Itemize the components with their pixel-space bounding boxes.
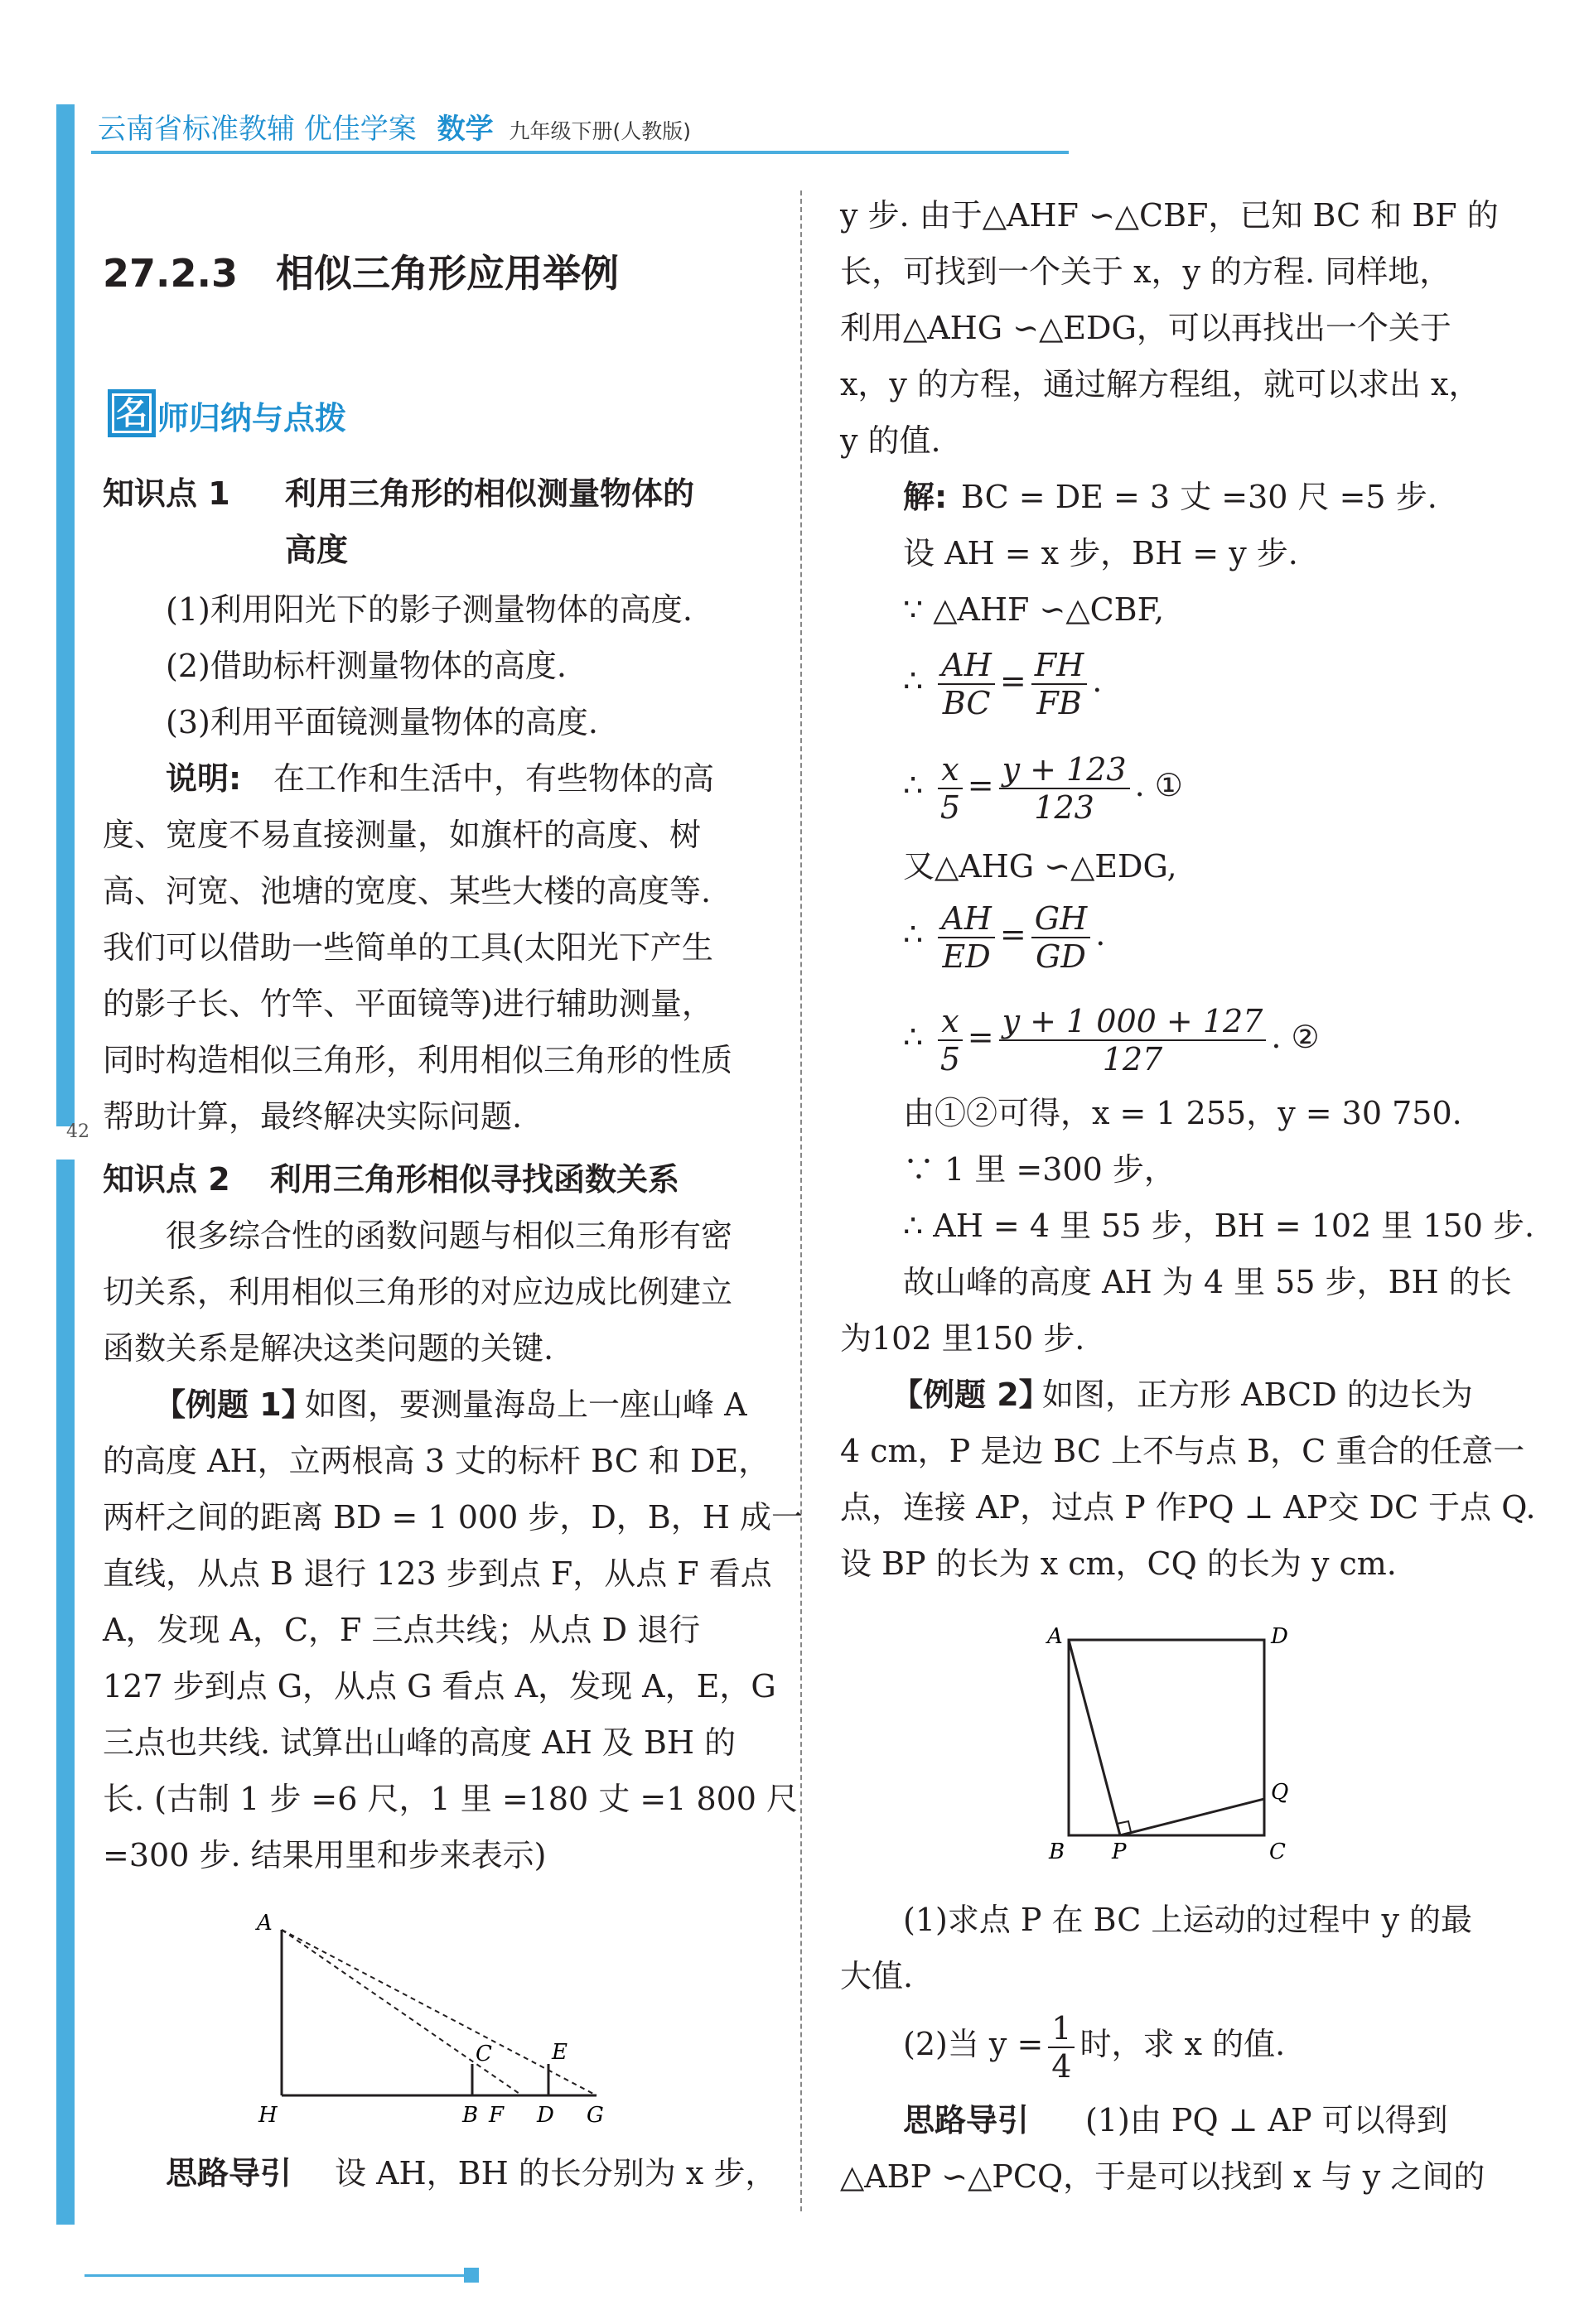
solution-line: 设 AH = x 步，BH = y 步. bbox=[903, 535, 1298, 571]
label-A: A bbox=[1047, 1624, 1063, 1649]
note-line: 度、宽度不易直接测量，如旗杆的高度、树 bbox=[103, 817, 702, 853]
label-G: G bbox=[587, 2103, 604, 2128]
frac-num: x bbox=[938, 1003, 962, 1041]
label-D: D bbox=[1271, 1624, 1288, 1649]
frac-end: . ① bbox=[1134, 767, 1183, 803]
solution-line: ∴ AH = 4 里 55 步，BH = 102 里 150 步. bbox=[903, 1208, 1535, 1244]
ex1-line: =300 步. 结果用里和步来表示) bbox=[103, 1837, 547, 1873]
ex2-line: 4 cm，P 是边 BC 上不与点 B，C 重合的任意一 bbox=[840, 1433, 1525, 1469]
solution-line: ∵ 1 里 =300 步， bbox=[903, 1151, 1176, 1188]
frac-den: 5 bbox=[939, 1040, 961, 1078]
header-rule bbox=[91, 151, 1069, 154]
frac-den: FB bbox=[1036, 684, 1082, 721]
kp2-line: 切关系，利用相似三角形的对应边成比例建立 bbox=[103, 1274, 733, 1310]
frac-den: GD bbox=[1036, 938, 1086, 975]
ex1-line: 127 步到点 G，从点 G 看点 A，发现 A，E，G bbox=[103, 1668, 776, 1704]
kp1-title-1: 利用三角形的相似测量物体的 bbox=[285, 475, 695, 512]
figure-1-diagram bbox=[240, 1905, 621, 2137]
ex1-label: 【例题 1】 bbox=[154, 1386, 313, 1423]
frac-den: 5 bbox=[939, 788, 961, 826]
hint2-line: (1)由 PQ ⊥ AP 可以得到 bbox=[1085, 2102, 1448, 2138]
frac-end: . bbox=[1092, 663, 1103, 699]
frac-den: ED bbox=[942, 938, 991, 975]
frac-num: GH bbox=[1031, 900, 1091, 938]
frac-num: FH bbox=[1031, 647, 1088, 685]
label-C: C bbox=[476, 2042, 492, 2066]
header bbox=[98, 106, 691, 147]
frac-end: . ② bbox=[1271, 1019, 1320, 1055]
solution-line: 故山峰的高度 AH 为 4 里 55 步，BH 的长 bbox=[903, 1264, 1512, 1300]
ex1-line: 的高度 AH，立两根高 3 丈的标杆 BC 和 DE， bbox=[103, 1443, 770, 1479]
hint2-line: △ABP ∽△PCQ，于是可以找到 x 与 y 之间的 bbox=[840, 2158, 1485, 2195]
note-line: 在工作和生活中，有些物体的高 bbox=[273, 760, 715, 797]
label-Q: Q bbox=[1271, 1780, 1289, 1805]
cont-line: 利用△AHG ∽△EDG，可以再找出一个关于 bbox=[840, 310, 1451, 346]
fraction-eq-4: ∴ $\frac{x}{5}$ = $\frac{y + 1 000 + 127}{127}$ . ② bbox=[903, 1002, 1320, 1078]
note-line: 高、河宽、池塘的宽度、某些大楼的高度等. bbox=[103, 873, 712, 909]
ex1-line: 长. (古制 1 步 =6 尺，1 里 =180 丈 =1 800 尺 bbox=[103, 1781, 799, 1817]
label-F: F bbox=[489, 2103, 505, 2128]
ex1-line: A，发现 A，C，F 三点共线；从点 D 退行 bbox=[103, 1612, 701, 1648]
therefore-symbol: ∴ bbox=[903, 916, 924, 952]
frac-num: x bbox=[938, 751, 962, 789]
hint-label: 思路导引 bbox=[166, 2155, 292, 2191]
cont-line: x，y 的方程，通过解方程组，就可以求出 x， bbox=[840, 366, 1480, 403]
frac-num: y + 1 000 + 127 bbox=[999, 1003, 1267, 1041]
question-line: 大值. bbox=[840, 1958, 914, 1994]
solution-line: 由①②可得，x = 1 255，y = 30 750. bbox=[903, 1095, 1462, 1131]
cont-line: y 的值. bbox=[840, 422, 941, 459]
left-margin-bar bbox=[56, 104, 75, 2225]
ex1-line: 直线，从点 B 退行 123 步到点 F，从点 F 看点 bbox=[103, 1555, 772, 1592]
ex1-line: 三点也共线. 试算出山峰的高度 AH 及 BH 的 bbox=[103, 1724, 737, 1761]
cont-line: y 步. 由于△AHF ∽△CBF，已知 BC 和 BF 的 bbox=[840, 197, 1499, 234]
badge-icon: 名 bbox=[108, 389, 156, 437]
ex1-line: 如图，要测量海岛上一座山峰 A bbox=[305, 1386, 747, 1423]
footer-rule bbox=[85, 2274, 466, 2277]
ex1-line: 两杆之间的距离 BD = 1 000 步，D，B，H 成一 bbox=[103, 1499, 803, 1536]
label-A: A bbox=[257, 1911, 273, 1936]
ex2-line: 点，连接 AP，过点 P 作PQ ⊥ AP交 DC 于点 Q. bbox=[840, 1489, 1536, 1526]
label-B: B bbox=[1049, 1839, 1065, 1864]
kp2-title: 利用三角形相似寻找函数关系 bbox=[270, 1161, 680, 1198]
ex2-line: 设 BP 的长为 x cm，CQ 的长为 y cm. bbox=[840, 1545, 1397, 1582]
therefore-symbol: ∴ bbox=[903, 767, 924, 803]
kp1-item: (2)借助标杆测量物体的高度. bbox=[166, 648, 567, 684]
header-title: 云南省标准教辅 优佳学案 bbox=[98, 113, 417, 146]
frac-den: BC bbox=[942, 684, 991, 721]
left-margin-gap bbox=[80, 104, 85, 2225]
solution-label: 解: bbox=[903, 479, 948, 515]
label-P: P bbox=[1112, 1839, 1127, 1864]
frac-num: AH bbox=[938, 647, 995, 685]
fraction-eq-1: ∴ $\frac{AH}{BC}$ = $\frac{FH}{FB}$ . bbox=[903, 646, 1103, 721]
line-AF bbox=[282, 1930, 522, 2095]
column-divider bbox=[800, 190, 802, 2211]
hint2-label: 思路导引 bbox=[903, 2102, 1030, 2138]
therefore-symbol: ∴ bbox=[903, 1019, 924, 1055]
hint-text: 设 AH，BH 的长分别为 x 步， bbox=[335, 2155, 777, 2191]
note-line: 的影子长、竹竿、平面镜等)进行辅助测量， bbox=[103, 986, 713, 1022]
kp2-line: 函数关系是解决这类问题的关键. bbox=[103, 1330, 554, 1367]
note-label: 说明: bbox=[166, 760, 242, 797]
segment-AP bbox=[1069, 1640, 1120, 1835]
fraction-eq-3: ∴ $\frac{AH}{ED}$ = $\frac{GH}{GD}$ . bbox=[903, 899, 1106, 975]
q2-prefix: (2)当 y = bbox=[903, 2026, 1044, 2062]
frac-den: 123 bbox=[1034, 788, 1094, 826]
q2-suffix: 时，求 x 的值. bbox=[1079, 2026, 1286, 2062]
figure-2-diagram bbox=[1036, 1615, 1317, 1864]
label-E: E bbox=[552, 2040, 568, 2065]
label-C: C bbox=[1269, 1839, 1286, 1864]
header-grade: 九年级下册(人教版) bbox=[509, 119, 691, 143]
page-number: 42 bbox=[66, 1121, 89, 1142]
frac-den: 127 bbox=[1102, 1040, 1163, 1078]
solution-line: 为102 里150 步. bbox=[840, 1320, 1085, 1357]
note-line: 同时构造相似三角形，利用相似三角形的性质 bbox=[103, 1042, 733, 1078]
therefore-symbol: ∴ bbox=[903, 663, 924, 699]
fraction-eq-2: ∴ $\frac{x}{5}$ = $\frac{y + 123}{123}$ . ① bbox=[903, 750, 1183, 826]
kp1-title-2: 高度 bbox=[285, 532, 349, 568]
frac-den: 4 bbox=[1051, 2047, 1072, 2085]
frac-num: AH bbox=[938, 900, 995, 938]
solution-line: BC = DE = 3 丈 =30 尺 =5 步. bbox=[961, 479, 1437, 515]
kp2-label: 知识点 2 bbox=[103, 1161, 230, 1198]
question-line: (1)求点 P 在 BC 上运动的过程中 y 的最 bbox=[903, 1902, 1473, 1938]
solution-line: 又△AHG ∽△EDG, bbox=[903, 848, 1177, 885]
badge-title: 师归纳与点拨 bbox=[157, 400, 347, 436]
kp1-item: (1)利用阳光下的影子测量物体的高度. bbox=[166, 591, 693, 628]
frac-end: . bbox=[1095, 916, 1106, 952]
label-B: B bbox=[462, 2103, 479, 2128]
ex2-line: 如图，正方形 ABCD 的边长为 bbox=[1042, 1377, 1473, 1413]
frac-num: y + 123 bbox=[999, 751, 1130, 789]
note-line: 帮助计算，最终解决实际问题. bbox=[103, 1098, 523, 1135]
header-subject: 数学 bbox=[437, 113, 494, 146]
section-title: 27.2.3 相似三角形应用举例 bbox=[103, 251, 619, 296]
frac-num: 1 bbox=[1048, 2010, 1075, 2048]
ex2-label: 【例题 2】 bbox=[891, 1377, 1050, 1413]
label-H: H bbox=[258, 2103, 278, 2128]
cont-line: 长，可找到一个关于 x，y 的方程. 同样地， bbox=[840, 253, 1451, 290]
kp2-line: 很多综合性的函数问题与相似三角形有密 bbox=[166, 1217, 733, 1254]
note-line: 我们可以借助一些简单的工具(太阳光下产生 bbox=[103, 929, 713, 966]
solution-line: ∵ △AHF ∽△CBF, bbox=[903, 591, 1165, 628]
segment-PQ bbox=[1120, 1799, 1264, 1835]
footer-square bbox=[464, 2268, 479, 2283]
label-D: D bbox=[537, 2103, 554, 2128]
question-2 bbox=[903, 2004, 1285, 2085]
kp1-label: 知识点 1 bbox=[103, 475, 230, 512]
kp1-item: (3)利用平面镜测量物体的高度. bbox=[166, 704, 598, 740]
